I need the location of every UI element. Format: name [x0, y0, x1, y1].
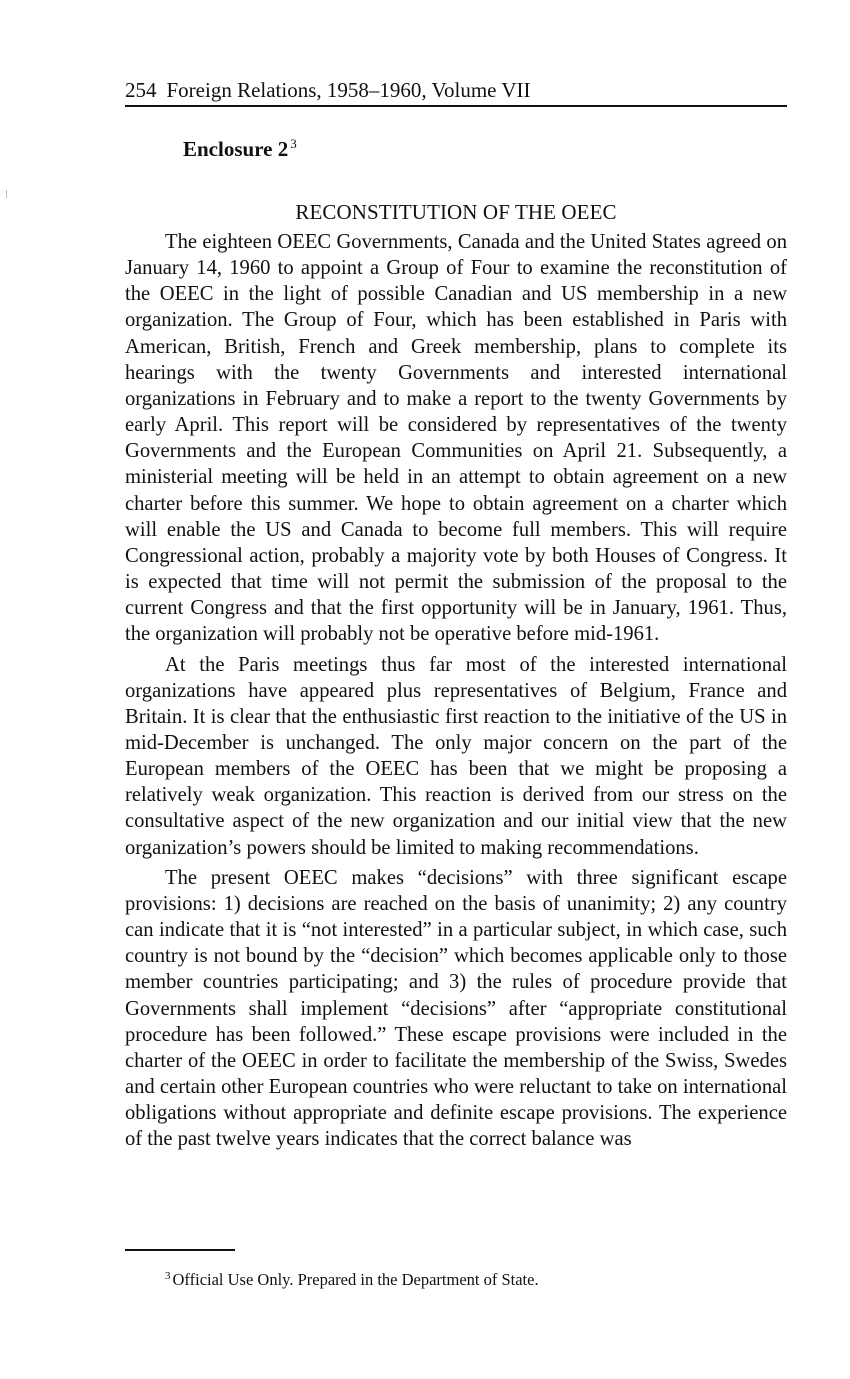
footnote-divider — [125, 1249, 235, 1251]
running-header — [125, 76, 787, 107]
footnote-number: 3 — [165, 1270, 171, 1282]
paragraph: The eighteen OEEC Governments, Canada and the United States agreed on January 14, 1960 to appoint a Group of Four to examine the reconstitution of the OEEC in the light of possible Canadian and US membership in a new organization. The Group of Four, which has been established in Paris with American, British, French and Greek membership, plans to complete its hearings with the twenty Governments and interested international organizations in February and to make a report to the twenty Governments by early April. This report will be considered by representatives of the twenty Governments and the European Communities on April 21. Subsequently, a ministerial meeting will be held in an attempt to obtain agreement on a new charter before this summer. We hope to obtain agreement on a charter which will enable the US and Canada to become full members. This will require Congressional action, probably a majority vote by both Houses of Congress. It is expected that time will not permit the submission of the proposal to the current Congress and that the first opportunity will be in January, 1961. Thus, the organization will probably not be operative before mid-1961. — [125, 231, 787, 646]
enclosure-heading — [183, 130, 297, 163]
body-text — [125, 229, 787, 1156]
section-title: RECONSTITUTION OF THE OEEC — [295, 200, 617, 224]
margin-mark — [6, 190, 7, 198]
footnote-text: Official Use Only. Prepared in the Department of State. — [172, 1270, 539, 1289]
enclosure-label: Enclosure 2 — [183, 137, 289, 161]
footnote — [165, 1265, 539, 1291]
footnote-reference[interactable]: 3 — [290, 136, 297, 151]
paragraph: The present OEEC makes “decisions” with three significant escape provisions: 1) decisions are reached on the basis of unanimity; 2) any country can indicate that it is “not interested” in a particular subject, in which case, such country is not bound by the “decision” which becomes applicable only to those member countries participating; and 3) the rules of procedure provide that Governments shall implement “decisions” after “appropriate constitutional procedure has been followed.” These escape provisions were included in the charter of the OEEC in order to facilitate the membership of the Swiss, Swedes and certain other European countries who were reluctant to take on international obligations without appropriate and definite escape provisions. The experience of the past twelve years indicates that the correct balance was — [125, 866, 787, 1151]
volume-title: Foreign Relations, 1958–1960, Volume VII — [166, 78, 531, 102]
page-number: 254 — [125, 78, 157, 102]
paragraph: At the Paris meetings thus far most of the interested international organizations have appeared plus representatives of Belgium, France and Britain. It is clear that the enthusiastic first reaction to the initiative of the US in mid-December is unchanged. The only major concern on the part of the European members of the OEEC has been that we might be proposing a relatively weak organization. This reaction is derived from our stress on the consultative aspect of the new organization and our initial view that the new organization’s powers should be limited to making recommendations. — [125, 653, 787, 859]
